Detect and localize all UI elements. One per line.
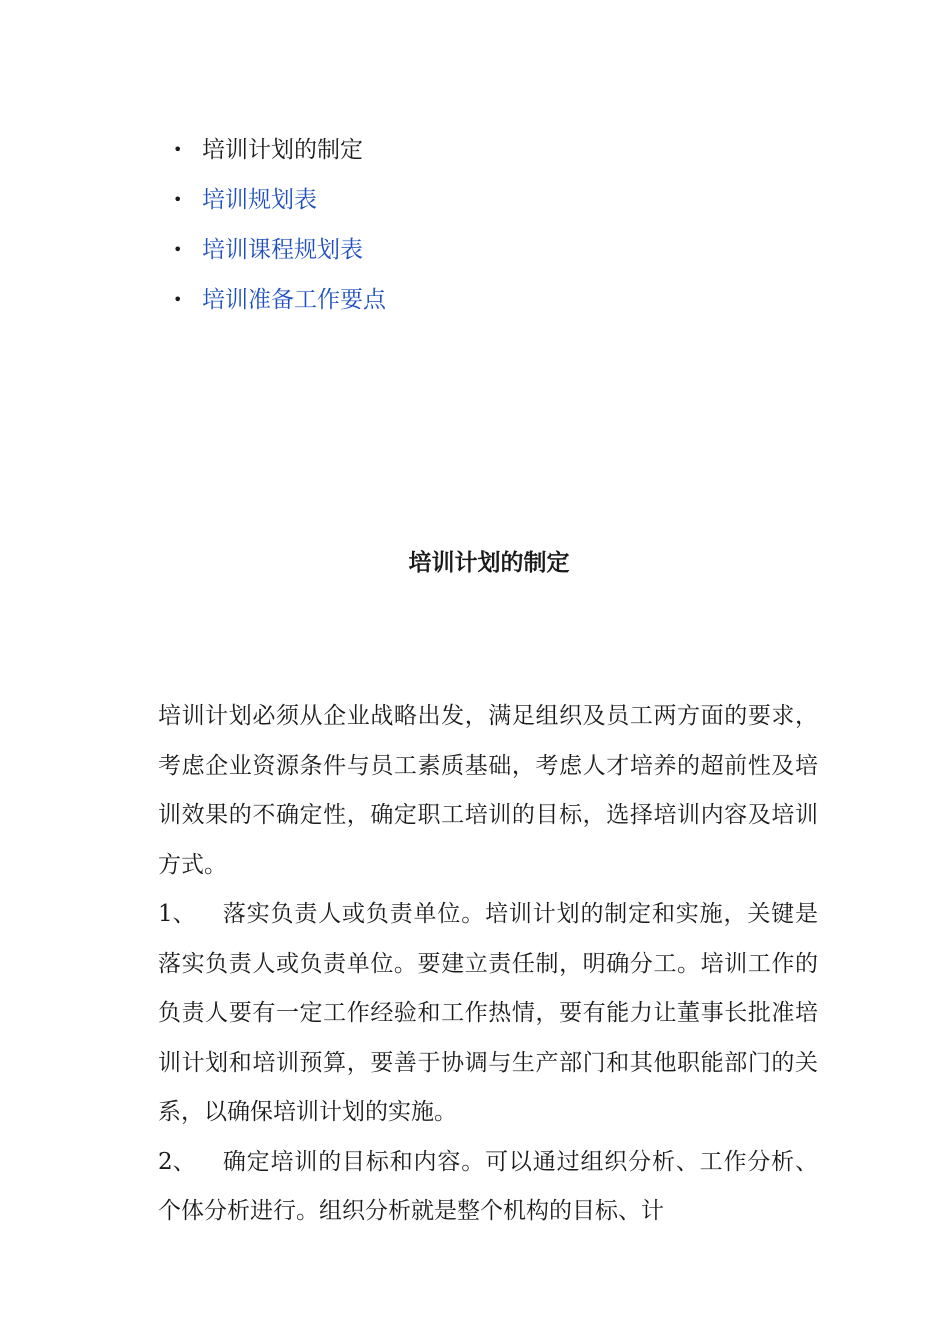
toc-item-course-plan-table[interactable] (0, 228, 386, 278)
toc-link[interactable]: 培训准备工作要点 (202, 287, 386, 313)
intro-paragraph: 培训计划必须从企业战略出发，满足组织及员工两方面的要求，考虑企业资源条件与员工素质基础，考虑人才培养的超前性及培训效果的不确定性，确定职工培训的目标，选择培训内容及培训方式。 (158, 703, 818, 878)
paragraph-number: 2、 (158, 1148, 196, 1175)
bullet-icon: • (173, 290, 183, 309)
toc-label: 培训计划的制定 (202, 137, 363, 163)
paragraph-text: 落实负责人或负责单位。培训计划的制定和实施，关键是落实负责人或负责单位。要建立责任制，明确分工。培训工作的负责人要有一定工作经验和工作热情，要有能力让董事长批准培训计划和培训预算，要善于协调与生产部门和其他职能部门的关系，以确保培训计划的实施。 (158, 901, 818, 1125)
toc-item-plan-making (0, 128, 386, 178)
toc-link[interactable]: 培训课程规划表 (202, 237, 363, 263)
bullet-icon: • (173, 140, 183, 159)
table-of-contents (0, 128, 386, 328)
paragraph-number: 1、 (158, 901, 196, 927)
bullet-icon: • (173, 190, 183, 209)
toc-item-preparation-points[interactable] (0, 278, 386, 328)
toc-item-training-plan-table[interactable] (0, 178, 386, 228)
body-text (158, 692, 818, 1237)
bullet-icon: • (173, 240, 183, 259)
section-heading: 培训计划的制定 (408, 550, 570, 576)
numbered-paragraph-1 (158, 890, 818, 1138)
paragraph-text: 确定培训的目标和内容。可以通过组织分析、工作分析、个体分析进行。组织分析就是整个机构的目标、计 (158, 1148, 818, 1224)
toc-link[interactable]: 培训规划表 (202, 187, 317, 213)
numbered-paragraph-2 (158, 1138, 818, 1237)
